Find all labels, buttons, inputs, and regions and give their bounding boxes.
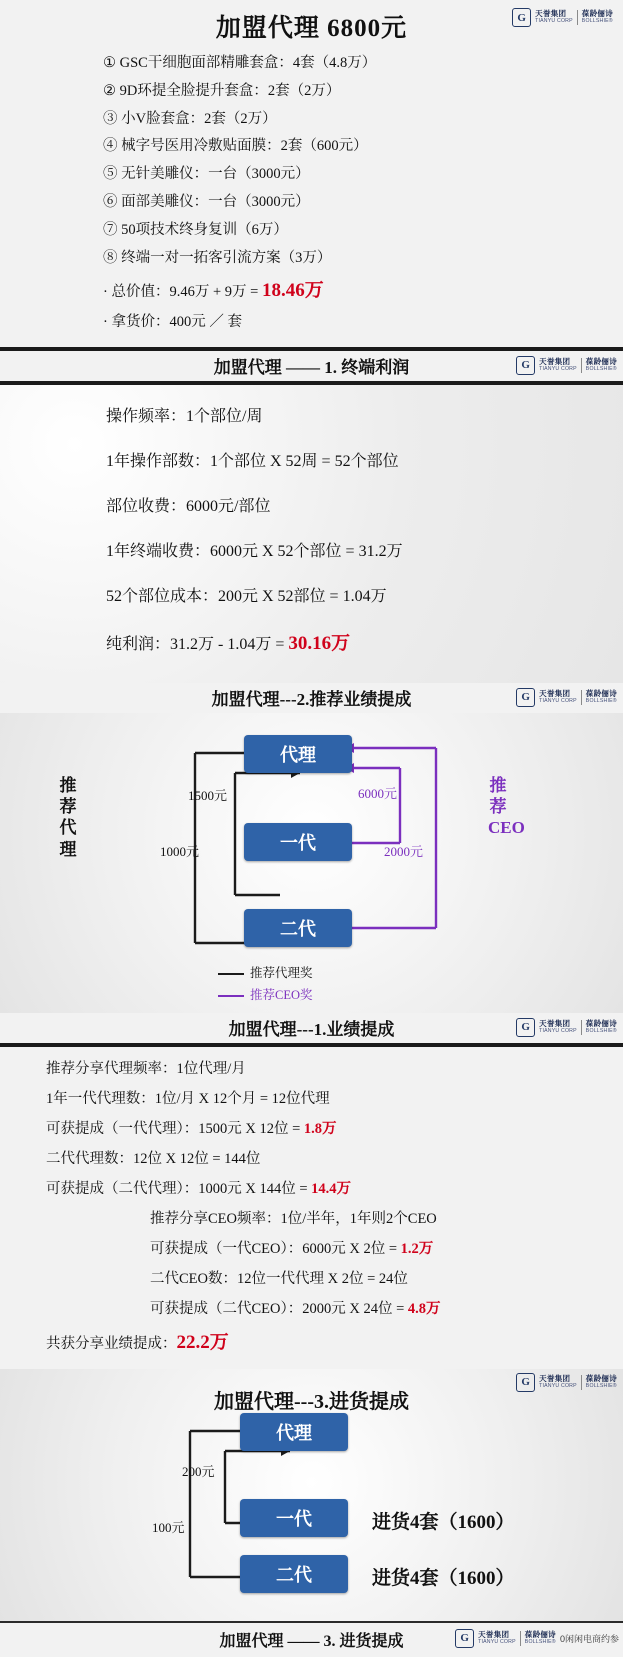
band-title: 加盟代理 —— 1. 终端利润 <box>213 358 410 378</box>
net-profit-value: 30.16万 <box>288 632 351 654</box>
calc-prefix: 可获提成（一代CEO）：6000元 X 2位 = <box>150 1240 401 1257</box>
amount-6000: 6000元 <box>358 785 398 801</box>
calc-prefix: 可获提成（二代代理）：1000元 X 144位 = <box>46 1180 312 1197</box>
amount-2000: 2000元 <box>384 843 424 859</box>
legend-swatch-black-icon <box>218 973 244 975</box>
brand-cn: 天誉集团 <box>539 1374 571 1384</box>
brand-en2: BOLLSHIE® <box>585 1027 617 1034</box>
node-first-gen: 一代 <box>240 1499 348 1537</box>
logo-divider <box>581 1020 582 1035</box>
band-title: 加盟代理---2.推荐业绩提成 <box>211 690 412 710</box>
brand-en2: BOLLSHIE® <box>585 697 617 704</box>
calc-line: 1年一代代理数：1位/月 X 12个月 = 12位代理 <box>46 1090 330 1107</box>
amount-200: 200元 <box>182 1463 215 1479</box>
brand-en2: BOLLSHIE® <box>524 1638 556 1645</box>
brand-mark-icon: G <box>516 688 535 707</box>
brand-logo <box>516 1018 617 1037</box>
calc-line <box>0 1117 623 1138</box>
logo-divider <box>581 358 582 373</box>
brand-cn2: 葆龄俪诗 <box>585 689 617 699</box>
page-title: 加盟代理 6800元 <box>215 15 408 42</box>
brand-en2: BOLLSHIE® <box>581 17 613 24</box>
profit-line: 1年终端收费：6000元 X 52个部位 = 31.2万 <box>106 542 403 560</box>
calc-total-label: 共获分享业绩提成： <box>46 1335 177 1352</box>
brand-mark-icon: G <box>516 356 535 375</box>
legend-label: 推荐CEO奖 <box>250 987 313 1002</box>
brand-mark-icon: G <box>455 1629 474 1648</box>
calc-line <box>0 1267 623 1288</box>
legend-referral-agent <box>218 963 313 981</box>
amount-100: 100元 <box>152 1519 185 1535</box>
section-commission-calc <box>0 1047 623 1369</box>
calc-total-value: 22.2万 <box>176 1331 229 1353</box>
calc-value: 14.4万 <box>311 1180 352 1197</box>
logo-divider <box>581 690 582 705</box>
list-item: ⑧ 终端一对一拓客引流方案（3万） <box>103 249 332 266</box>
diagram-referral <box>0 713 623 1013</box>
list-item: ⑥ 面部美雕仪：一台（3000元） <box>103 194 310 211</box>
node-second-gen: 二代 <box>244 909 352 947</box>
profit-line: 部位收费：6000元/部位 <box>106 497 271 515</box>
brand-en2: BOLLSHIE® <box>585 365 617 372</box>
bottom-right <box>455 1629 619 1648</box>
section-terminal-profit <box>0 385 623 683</box>
brand-cn2: 葆龄俪诗 <box>585 1019 617 1029</box>
list-item: ② 9D环提全脸提升套盒：2套（2万） <box>103 82 341 99</box>
calc-line: 推荐分享代理频率：1位代理/月 <box>46 1060 246 1077</box>
net-profit-line <box>0 628 623 655</box>
calc-prefix: 可获提成（二代CEO）：2000元 X 24位 = <box>150 1300 408 1317</box>
list-item: ③ 小V脸套盒：2套（2万） <box>103 110 277 127</box>
brand-logo <box>516 688 617 707</box>
node-second-gen: 二代 <box>240 1555 348 1593</box>
profit-line: 操作频率：1个部位/周 <box>106 407 263 425</box>
watermark: 0闲闲电商约参 <box>559 1633 619 1644</box>
brand-cn2: 葆龄俪诗 <box>585 1374 617 1384</box>
logo-divider <box>520 1631 521 1646</box>
brand-cn2: 葆龄俪诗 <box>581 9 613 19</box>
total-label: · 总价值：9.46万 + 9万 = <box>103 283 262 300</box>
net-profit-label: 纯利润：31.2万 - 1.04万 = <box>106 635 289 653</box>
section-package <box>0 0 623 347</box>
calc-prefix: 二代CEO数：12位一代代理 X 2位 = 24位 <box>150 1270 408 1287</box>
node-agent: 代理 <box>240 1413 348 1451</box>
profit-line: 1年操作部数：1个部位 X 52周 = 52个部位 <box>106 452 399 470</box>
calc-prefix: 推荐分享CEO频率：1位/半年，1年则2个CEO <box>150 1210 437 1227</box>
band-title: 加盟代理---1.业绩提成 <box>228 1020 395 1040</box>
profit-line: 52个部位成本：200元 X 52部位 = 1.04万 <box>106 587 387 605</box>
label-referral-agent: 推荐代理 <box>59 775 77 859</box>
brand-en: TIANYU CORP <box>539 365 577 372</box>
brand-mark-icon: G <box>516 1018 535 1037</box>
list-item: ⑤ 无针美雕仪：一台（3000元） <box>103 166 310 183</box>
bottom-title: 加盟代理 —— 3. 进货提成 <box>219 1633 404 1651</box>
brand-en: TIANYU CORP <box>539 1027 577 1034</box>
brand-logo <box>516 356 617 375</box>
total-amount: 18.46万 <box>261 279 324 301</box>
calc-prefix: 可获提成（一代代理）：1500元 X 12位 = <box>46 1120 304 1137</box>
calc-line <box>0 1147 623 1168</box>
list-item: ① GSC干细胞面部精雕套盒：4套（4.8万） <box>103 55 377 71</box>
node-first-gen: 一代 <box>244 823 352 861</box>
brand-cn: 天誉集团 <box>539 357 571 367</box>
calc-line <box>0 1177 623 1198</box>
package-list <box>8 50 615 337</box>
brand-mark-icon: G <box>512 8 531 27</box>
brand-en: TIANYU CORP <box>535 17 573 24</box>
brand-logo <box>512 8 613 27</box>
stock-section-title: 加盟代理---3.进货提成 <box>214 1390 409 1413</box>
calc-line <box>0 1237 623 1258</box>
brand-en2: BOLLSHIE® <box>585 1382 617 1389</box>
brand-cn: 天誉集团 <box>478 1630 510 1640</box>
calc-line <box>0 1297 623 1318</box>
brand-cn2: 葆龄俪诗 <box>524 1630 556 1640</box>
list-item: ④ 械字号医用冷敷贴面膜：2套（600元） <box>103 138 368 155</box>
calc-line <box>0 1207 623 1228</box>
brand-en: TIANYU CORP <box>539 1382 577 1389</box>
brand-cn: 天誉集团 <box>539 1019 571 1029</box>
brand-cn: 天誉集团 <box>535 9 567 19</box>
band-performance-commission <box>0 1013 623 1043</box>
amount-1000: 1000元 <box>160 843 200 859</box>
stock-note-first: 进货4套（1600） <box>372 1511 515 1533</box>
brand-cn: 天誉集团 <box>539 689 571 699</box>
band-referral-commission <box>0 683 623 713</box>
stock-note-second: 进货4套（1600） <box>372 1567 515 1589</box>
calc-prefix: 二代代理数：12位 X 12位 = 144位 <box>46 1150 261 1167</box>
list-item: ⑦ 50项技术终身复训（6万） <box>103 221 288 238</box>
amount-1500: 1500元 <box>188 787 228 803</box>
brand-mark-icon: G <box>516 1373 535 1392</box>
band-terminal-profit <box>0 351 623 381</box>
calc-value: 4.8万 <box>407 1300 441 1317</box>
calc-value: 1.8万 <box>303 1120 337 1137</box>
section1-header <box>8 6 615 50</box>
brand-logo <box>455 1629 556 1648</box>
legend-swatch-purple-icon <box>218 995 244 997</box>
legend-label: 推荐代理奖 <box>250 965 313 980</box>
bottom-band <box>0 1621 623 1657</box>
section-stock-commission <box>0 1369 623 1621</box>
brand-en: TIANYU CORP <box>478 1638 516 1645</box>
unit-price-row: · 拿货价：400元 ／ 套 <box>103 314 242 331</box>
brand-en: TIANYU CORP <box>539 697 577 704</box>
total-value-row <box>103 273 615 309</box>
brand-cn2: 葆龄俪诗 <box>585 357 617 367</box>
label-referral-ceo: 推荐CEO <box>488 775 525 838</box>
legend-referral-ceo <box>218 985 313 1003</box>
node-agent: 代理 <box>244 735 352 773</box>
calc-total-line <box>0 1327 623 1354</box>
calc-value: 1.2万 <box>400 1240 434 1257</box>
logo-divider <box>577 10 578 25</box>
